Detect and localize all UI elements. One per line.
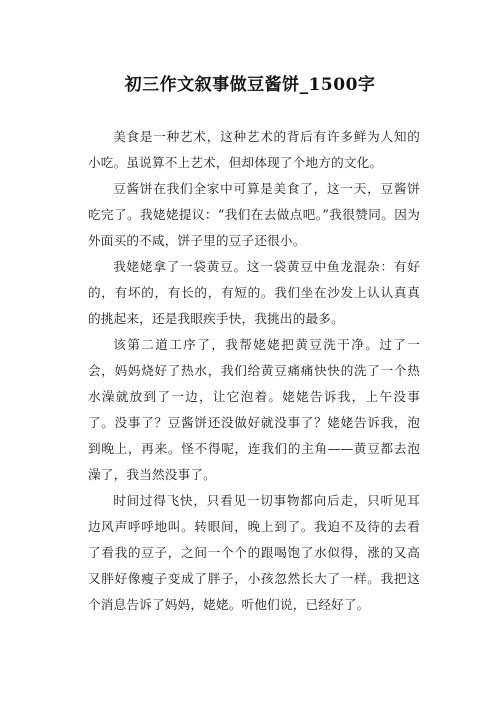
paragraph: 美食是一种艺术，这种艺术的背后有许多鲜为人知的小吃。虽说算不上艺术，但却体现了个地方的文化。 (88, 129, 420, 170)
paragraph: 我姥姥拿了一袋黄豆。这一袋黄豆中鱼龙混杂：有好的，有坏的，有长的，有短的。我们坐在沙发上认认真真的挑起来，还是我眼疾手快，我挑出的最多。 (88, 259, 420, 326)
paragraph: 时间过得飞快，只看见一切事物都向后走，只听见耳边风声呼呼地叫。转眼间，晚上到了。我迫不及待的去看了看我的豆子，之间一个个的跟喝饱了水似得，涨的又高又胖好像瘦子变成了胖子，小孩忽然长大了一样。我把这个消息告诉了妈妈，姥姥。听他们说，已经好了。 (88, 493, 420, 612)
document-body (88, 124, 420, 618)
paragraph: 该第二道工序了，我帮姥姥把黄豆洗干净。过了一会，妈妈烧好了热水，我们给黄豆痛痛快快的洗了一个热水澡就放到了一边，让它泡着。姥姥告诉我，上午没事了。没事了？豆酱饼还没做好就没事了？姥姥告诉我，泡到晚上，再来。怪不得呢，连我们的主角——黄豆都去泡澡了，我当然没事了。 (88, 337, 420, 482)
document-title: 初三作文叙事做豆酱饼_1500字 (124, 75, 376, 95)
paragraph: 豆酱饼在我们全家中可算是美食了，这一天，豆酱饼吃完了。我姥姥提议：“我们在去做点吧。”我很赞同。因为外面买的不咸，饼子里的豆子还很小。 (88, 181, 420, 248)
